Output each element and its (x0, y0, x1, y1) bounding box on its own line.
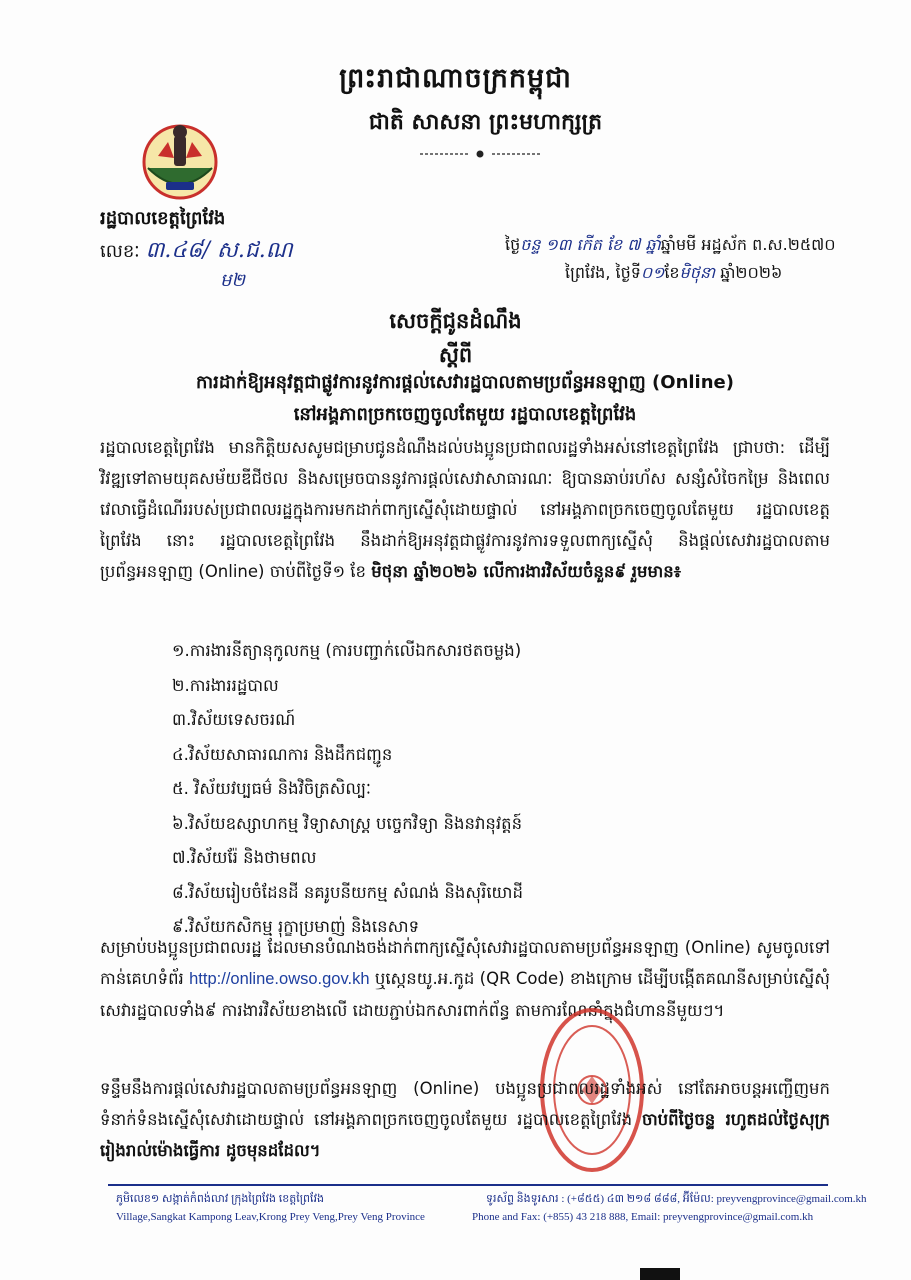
date-place-label: ព្រៃវែង, ថ្ងៃទី (565, 263, 641, 282)
online-instructions-paragraph (100, 932, 830, 1026)
subject-line-1: ការដាក់ឱ្យអនុវត្តជាផ្លូវការនូវការផ្តល់សេវារដ្ឋបាលតាមប្រព័ន្ធអនឡាញ (Online) (196, 372, 734, 393)
province-emblem-icon (138, 118, 222, 202)
list-item: ១.ការងារនីត្យានុកូលកម្ម (ការបញ្ជាក់លើឯកសារថតចម្លង) (172, 641, 522, 660)
reference-handwritten: ៣.៤៨/ ស.ជ.ណ (145, 238, 293, 263)
reference-number (100, 236, 293, 295)
ornament-divider-icon (420, 148, 540, 160)
footer-address-en: Village,Sangkat Kampong Leav,Krong Prey Veng,Prey Veng Province (116, 1211, 425, 1223)
lunar-date (505, 234, 836, 258)
lunar-date-label: ថ្ងៃ (505, 235, 521, 254)
list-item: ៣.វិស័យទេសចរណ៍ (172, 710, 296, 729)
footer-address-kh: ភូមិលេខ១ សង្កាត់កំពង់លាវ ក្រុងព្រៃវែង ខេត្តព្រៃវែង (116, 1193, 324, 1205)
in-person-paragraph (100, 1073, 830, 1166)
list-item: ៥. វិស័យវប្បធម៌ និងវិចិត្រសិល្បៈ (172, 779, 372, 798)
kingdom-heading: ព្រះរាជាណាចក្រកម្ពុជា (339, 63, 572, 94)
about-label: ស្តីពី (438, 343, 473, 367)
list-item: ២.ការងាររដ្ឋបាល (172, 675, 279, 695)
lunar-date-handwritten: ចន្ទ ១៣ កើត ខែ ៧ ឆ្នាំ (520, 235, 661, 254)
footer-contact-en: Phone and Fax: (+855) 43 218 888, Email: preyvengprovince@gmail.com.kh (472, 1211, 814, 1223)
list-item: ៨.វិស័យរៀបចំដែនដី នគរូបនីយកម្ម សំណង់ និងសុរិយោដី (172, 882, 523, 902)
document-type: សេចក្តីជូនដំណឹង (389, 309, 522, 333)
sector-list (172, 634, 523, 945)
date-month-label: ខែ (664, 263, 680, 282)
date-day: ០១ (640, 263, 665, 282)
solar-date (565, 262, 782, 286)
intro-text: រដ្ឋបាលខេត្តព្រៃវែង មានកិត្តិយសសូមជម្រាបជូនដំណឹងដល់បងប្អូនប្រជាពលរដ្ឋទាំងអស់នៅខេត្តព្រៃវែង ជ្រាបថា: ដើម្បីវិវឌ្ឍទៅតាមយុគសម័យឌីជីថល និងសម្រេចបាននូវការផ្តល់សេវាសាធារណៈ ឱ្យបានឆាប់រហ័ស សន្សំសំចៃកម្រៃ និងពេលវេលាធ្វើដំណើររបស់ប្រជាពលរដ្ឋក្នុងការមកដាក់ពាក្យស្នើសុំដោយផ្ទាល់ នៅអង្គភាពច្រកចេញចូលតែមួយ រដ្ឋបាលខេត្តព្រៃវែង នោះ រដ្ឋបាលខេត្តព្រៃវែង នឹងដាក់ឱ្យអនុវត្តជាផ្លូវការនូវការទទួលពាក្យស្នើសុំ និងផ្តល់សេវារដ្ឋបាលតាមប្រព័ន្ធអនឡាញ (Online) ចាប់ពីថ្ងៃទី១ ខែ (100, 438, 830, 581)
instructions-text-a: សម្រាប់បងប្អូនប្រជាពលរដ្ឋ ដែលមានបំណងចង់ដាក់ពាក្យស្នើសុំសេវារដ្ឋបាលតាមប្រព័ន្ធអនឡាញ (Online) សូមចូលទៅកាន់គេហទំព័រ (100, 938, 830, 988)
issuer-name: រដ្ឋបាលខេត្តព្រៃវែង (100, 208, 226, 229)
reference-label: លេខៈ (100, 241, 140, 262)
reference-suffix: ម២ (220, 270, 246, 291)
in-person-text: ទន្ទឹមនឹងការផ្តល់សេវារដ្ឋបាលតាមប្រព័ន្ធអនឡាញ (Online) បងប្អូនប្រជាពលរដ្ឋទាំងអស់ នៅតែអាចបន្តអញ្ជើញមកទំនាក់ទំនងស្នើសុំសេវាដោយផ្ទាល់ នៅអង្គភាពច្រកចេញចូលតែមួយ រដ្ឋបាលខេត្តព្រៃវែង (100, 1079, 830, 1129)
date-month: មិថុនា (679, 263, 716, 282)
subject-line-2: នៅអង្គភាពច្រកចេញចូលតែមួយ រដ្ឋបាលខេត្តព្រៃវែង (293, 404, 637, 425)
list-item: ៤.វិស័យសាធារណការ និងដឹកជញ្ជូន (172, 744, 393, 764)
intro-bold-text: មិថុនា ឆ្នាំ២០២៦ លើការងារវិស័យចំនួន៩ រួមមាន៖ (371, 562, 681, 581)
footer-contact-kh: ទូរស័ព្ទ និងទូរសារ : (+៨៥៥) ៤៣ ២១៨ ៨៨៨, អ៊ីម៉ែល: preyvengprovince@gmail.com.kh (486, 1193, 867, 1205)
list-item: ៦.វិស័យឧស្សាហកម្ម វិទ្យាសាស្ត្រ បច្ចេកវិទ្យា និងនវានុវត្តន៍ (172, 813, 523, 833)
footer-divider (108, 1184, 828, 1186)
list-item: ៧.វិស័យរ៉ែ និងថាមពល (172, 848, 317, 867)
date-year: ឆ្នាំ២០២៦ (720, 263, 783, 282)
intro-paragraph (100, 432, 830, 587)
lunar-date-rest: ឆ្នាំមមី អដ្ឋស័ក ព.ស.២៥៧០ (660, 235, 836, 254)
instructions-text-b: ឬស្កេនយូ.អ.កូដ (QR Code) ខាងក្រោម ដើម្បីបង្កើតគណនីសម្រាប់ស្នើសុំសេវារដ្ឋបាលទាំង៩ ការងារវិស័យខាងលើ ដោយភ្ជាប់ឯកសារពាក់ព័ន្ធ តាមការណែនាំក្នុងជំហាននីមួយៗ។ (100, 969, 831, 1020)
national-motto: ជាតិ សាសនា ព្រះមហាក្សត្រ (368, 110, 603, 135)
scan-corner-mark (640, 1268, 680, 1280)
in-person-bold-text: ចាប់ពីថ្ងៃចន្ទ រហូតដល់ថ្ងៃសុក្រ រៀងរាល់ម៉ោងធ្វើការ ដូចមុនដដែល។ (100, 1110, 830, 1160)
portal-link[interactable]: http://online.owso.gov.kh (189, 970, 370, 988)
list-item: ៩.វិស័យកសិកម្ម រុក្ខាប្រមាញ់ និងនេសាទ (172, 917, 420, 936)
